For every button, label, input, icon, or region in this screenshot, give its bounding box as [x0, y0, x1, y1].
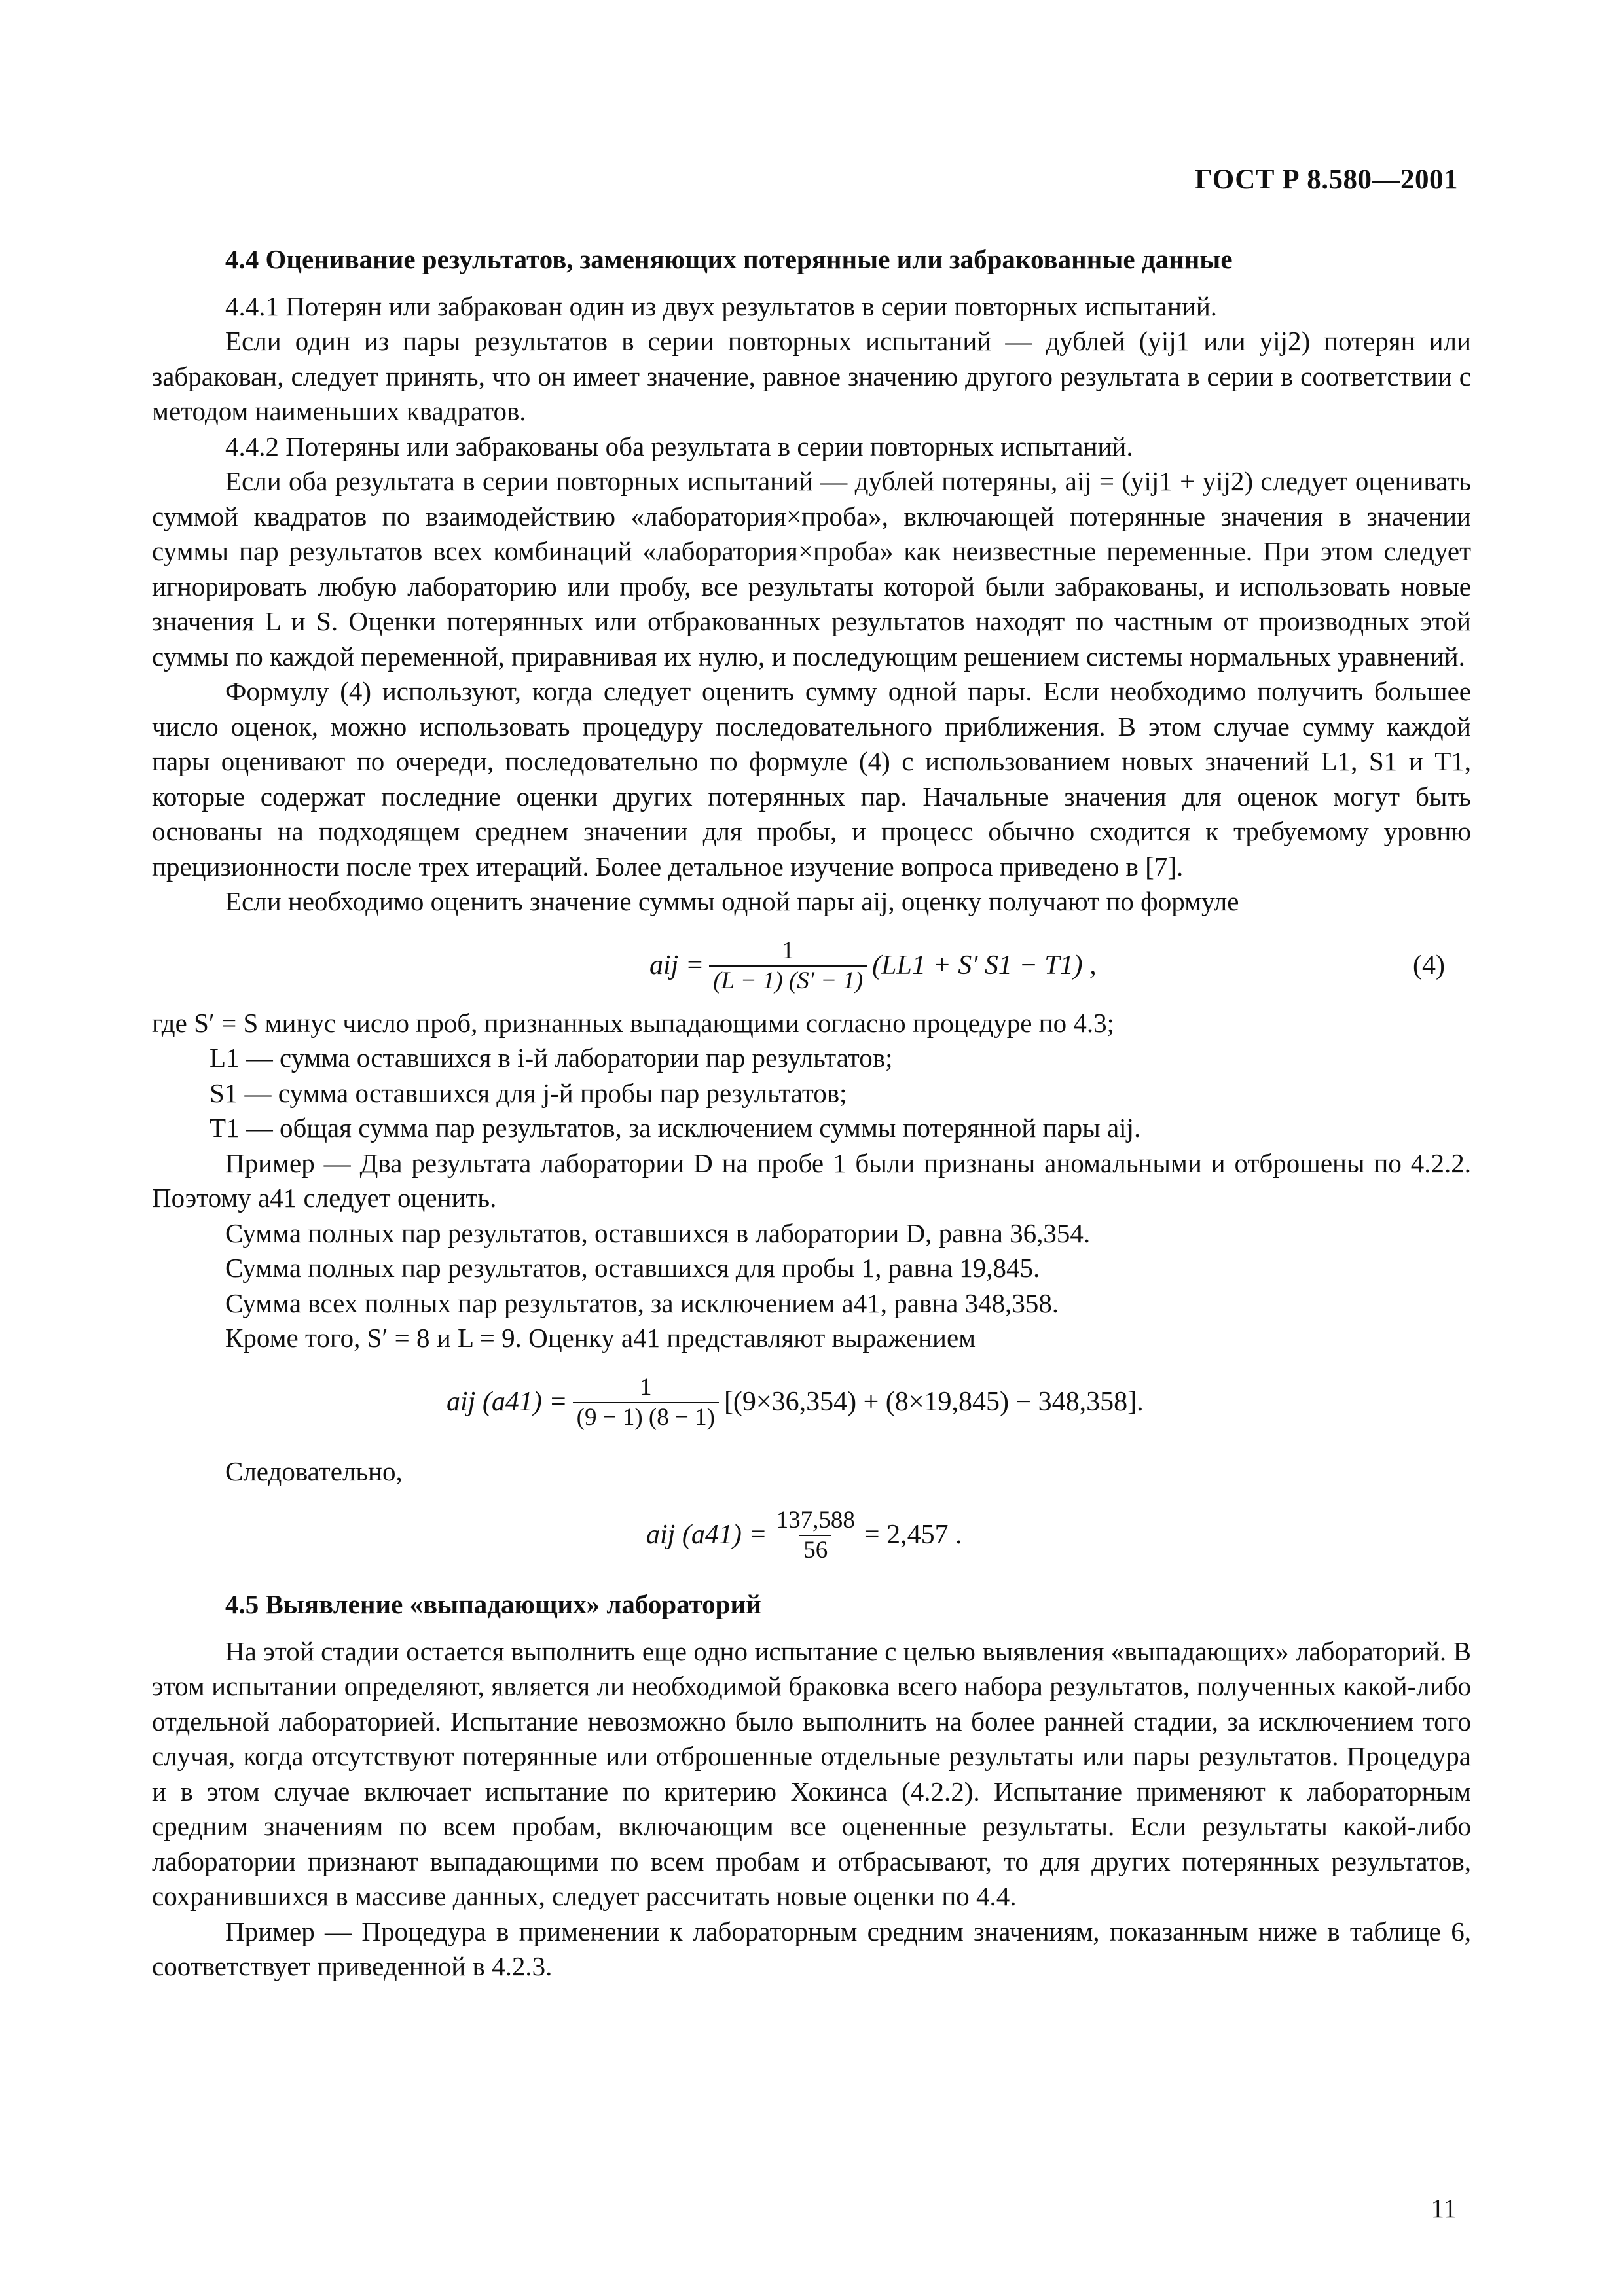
formula-result-denominator: 56 [799, 1535, 831, 1565]
formula-4-rhs: (LL1 + S′ S1 − T1) , [872, 950, 1097, 980]
page-number: 11 [1431, 2193, 1457, 2223]
formula-result-numerator: 137,588 [776, 1507, 855, 1534]
legend-s1: S1 — сумма оставшихся для j-й пробы пар результатов; [210, 1077, 847, 1108]
paragraph-formula-usage: Формулу (4) используют, когда следует оценить сумму одной пары. Если необходимо получить большее число оценок, можно использовать процедуру последовательного приближения. В этом случае сумму каждой пары оценивают по очереди, последовательно по формуле (4) с использованием новых значений L1, S1 и T1, которые содержат последние оценки других потерянных пар. Начальные значения для оценок могут быть основаны на подходящем среднем значении для пробы, и процесс обычно сходится к требуемому уровню прецизионности после трех итераций. Более детальное изучение вопроса приведено в [7]. [152, 676, 1471, 882]
example-line-lab-d: Сумма полных пар результатов, оставшихся в лаборатории D, равна 36,354. [225, 1217, 1091, 1248]
formula-example [152, 1367, 1471, 1439]
paragraph-formula-intro: Если необходимо оценить значение суммы одной пары aij, оценку получают по формуле [225, 886, 1239, 916]
paragraph-4-4-1-body: Если один из пары результатов в серии повторных испытаний — дублей (yij1 или yij2) потерян или забракован, следует принять, что он имеет значение, равное значению другого результата в серии в соответствии с методом наименьших квадратов. [152, 326, 1471, 426]
legend-t1: T1 — общая сумма пар результатов, за исключением суммы потерянной пары aij. [210, 1113, 1141, 1143]
paragraph-4-4-2: 4.4.2 Потеряны или забракованы оба результата в серии повторных испытаний. [225, 431, 1133, 461]
legend-l1: L1 — сумма оставшихся в i-й лаборатории пар результатов; [210, 1043, 893, 1073]
formula-result-lhs: aij (a41) = [646, 1520, 767, 1551]
paragraph-4-5-example: Пример — Процедура в применении к лабораторным средним значениям, показанным ниже в таблице 6, соответствует приведенной в 4.2.3. [152, 1916, 1471, 1981]
formula-4 [152, 930, 1471, 1002]
paragraph-4-4-1: 4.4.1 Потерян или забракован один из двух результатов в серии повторных испытаний. [225, 291, 1218, 321]
formula-example-lhs: aij (a41) = [447, 1386, 568, 1417]
standard-header: ГОСТ Р 8.580—2001 [1194, 164, 1458, 195]
paragraph-4-5-body: На этой стадии остается выполнить еще одно испытание с целью выявления «выпадающих» лабораторий. В этом испытании определяют, является ли необходимой браковка всего набора результатов, полученных какой-либо отдельной лабораторией. Испытание невозможно было выполнить на более ранней стадии, за исключением того случая, когда отсутствуют потерянные или отброшенные отдельные результаты или пары результатов. Процедура и в этом случае включает испытание по критерию Хокинса (4.2.2). Испытание применяют к лабораторным средним значениям по всем пробам, включающим все оцененные результаты. Если результаты какой-либо лаборатории признают выпадающими по всем пробам и отбрасывают, то для других потерянных результатов, сохранившихся в массиве данных, следует рассчитать новые оценки по 4.4. [152, 1636, 1471, 1911]
formula-result [152, 1499, 1471, 1571]
example-1: Пример — Два результата лаборатории D на пробе 1 были признаны аномальными и отброшены по 4.2.2. Поэтому a41 следует оценить. [152, 1147, 1471, 1213]
formula-4-lhs: aij = [649, 950, 704, 980]
formula-4-numerator: 1 [782, 937, 794, 964]
formula-result-rhs: = 2,457 . [864, 1520, 962, 1551]
formula-4-denominator: (L − 1) (S′ − 1) [709, 965, 867, 996]
formula-4-number: (4) [1413, 950, 1445, 980]
page-content [152, 242, 1471, 1984]
therefore-text: Следовательно, [225, 1456, 403, 1486]
legend-s-prime: где S′ = S минус число проб, признанных выпадающими согласно процедуре по 4.3; [152, 1007, 1115, 1038]
example-line-values: Кроме того, S′ = 8 и L = 9. Оценку a41 представляют выражением [225, 1323, 976, 1353]
paragraph-4-4-2-body: Если оба результата в серии повторных испытаний — дублей потеряны, aij = (yij1 + yij2) следует оценивать суммой квадратов по взаимодействию «лаборатория×проба», включающей потерянные значения в значении суммы пар результатов всех комбинаций «лаборатория×проба» как неизвестные переменные. При этом следует игнорировать любую лабораторию или пробу, все результаты которой были забракованы, и использовать новые значения L и S. Оценки потерянных или отбракованных результатов находят по частным от производных этой суммы по каждой переменной, приравнивая их нулю, и последующим решением системы нормальных уравнений. [152, 466, 1471, 672]
formula-example-numerator: 1 [640, 1373, 652, 1401]
example-line-all-pairs: Сумма всех полных пар результатов, за исключением a41, равна 348,358. [225, 1287, 1059, 1318]
example-line-sample-1: Сумма полных пар результатов, оставшихся для пробы 1, равна 19,845. [225, 1253, 1040, 1283]
formula-example-rhs: [(9×36,354) + (8×19,845) − 348,358]. [723, 1386, 1144, 1417]
formula-4-fraction [709, 937, 867, 996]
formula-example-denominator: (9 − 1) (8 − 1) [573, 1402, 719, 1432]
formula-example-fraction [573, 1373, 719, 1432]
section-4-5-title: 4.5 Выявление «выпадающих» лабораторий [225, 1589, 761, 1619]
formula-4-legend [152, 1006, 1471, 1146]
formula-result-fraction [773, 1506, 859, 1565]
section-4-4-title: 4.4 Оценивание результатов, заменяющих потерянные или забракованные данные [225, 244, 1233, 274]
